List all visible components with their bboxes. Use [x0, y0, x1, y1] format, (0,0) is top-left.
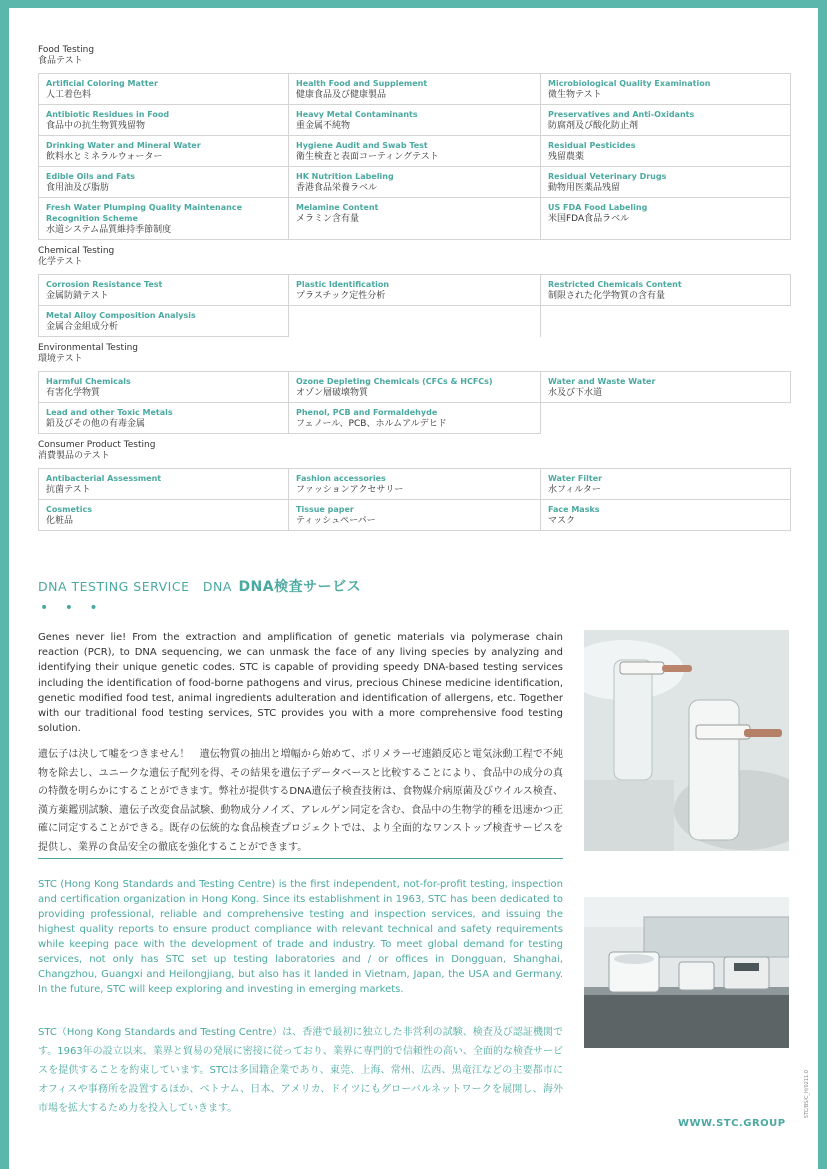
test-item-cell — [289, 74, 541, 105]
test-item-ja: 食品中の抗生物質残留物 — [46, 121, 146, 131]
test-item-ja: 金属防錆テスト — [46, 291, 109, 301]
test-item-en: Restricted Chemicals Content — [548, 280, 682, 289]
test-items-table — [38, 274, 791, 337]
test-item-ja: 動物用医薬品残留 — [548, 183, 621, 193]
test-item-en: Fashion accessories — [296, 474, 386, 483]
test-item-en: Melamine Content — [296, 203, 379, 212]
test-item-cell — [541, 105, 791, 136]
test-item-cell — [289, 372, 541, 403]
empty-cell — [541, 403, 791, 434]
test-item-cell — [39, 306, 289, 337]
test-item-ja: 抗菌テスト — [46, 485, 91, 495]
test-item-en: Face Masks — [548, 505, 600, 514]
table-row — [39, 167, 791, 198]
test-item-en: Antibacterial Assessment — [46, 474, 162, 483]
test-items-table — [38, 468, 791, 531]
test-item-en: Fresh Water Plumping Quality Maintenance Recognition Scheme — [46, 203, 243, 223]
dots-divider: • • • — [40, 600, 104, 616]
dna-section-heading — [38, 576, 361, 596]
table-row — [39, 198, 791, 240]
test-item-cell — [289, 469, 541, 500]
test-item-ja: プラスチック定性分析 — [296, 291, 386, 301]
section-title-en: Food Testing — [38, 45, 95, 55]
test-item-en: Corrosion Resistance Test — [46, 280, 163, 289]
test-item-en: Harmful Chemicals — [46, 377, 131, 386]
table-row — [39, 500, 791, 531]
test-item-cell — [39, 500, 289, 531]
lab-flasks-illustration — [584, 630, 789, 851]
test-item-en: HK Nutrition Labeling — [296, 172, 394, 181]
test-item-cell — [289, 105, 541, 136]
test-item-cell — [39, 167, 289, 198]
empty-cell — [289, 306, 541, 337]
test-item-ja: 人工着色料 — [46, 90, 92, 100]
section-title — [38, 246, 790, 268]
table-row — [39, 136, 791, 167]
test-item-cell — [541, 198, 791, 240]
test-item-cell — [541, 74, 791, 105]
test-item-cell — [289, 167, 541, 198]
test-item-ja: 水フィルター — [548, 485, 601, 495]
test-item-cell — [541, 167, 791, 198]
test-item-en: Water and Waste Water — [548, 377, 656, 386]
test-item-ja: 鉛及びその他の有毒金属 — [46, 419, 146, 429]
test-item-en: Residual Pesticides — [548, 141, 636, 150]
test-item-cell — [289, 136, 541, 167]
test-item-en: Heavy Metal Contaminants — [296, 110, 418, 119]
test-item-ja: オゾン層破壊物質 — [296, 388, 369, 398]
website-link[interactable]: WWW.STC.GROUP — [678, 1118, 786, 1129]
test-item-cell — [289, 403, 541, 434]
test-item-en: Residual Veterinary Drugs — [548, 172, 667, 181]
section-title-ja: 化学テスト — [38, 257, 83, 267]
test-item-ja: マスク — [548, 516, 576, 526]
test-item-cell — [289, 275, 541, 306]
table-row — [39, 469, 791, 500]
about-paragraph-ja: STC（Hong Kong Standards and Testing Centre）は、香港で最初に独立した非営利の試験、検査及び認証機関です。1963年の設立以来、業界と貿易の発展に密接に従っており、業界に専門的で信頼性の高い、全面的な検査サービスを提供することを約束しています。STCは多国籍企業であり、東莞、上海、常州、広西、黒竜江などの主要都市にオフィスや事務所を設置するほか、ベトナム、日本、アメリカ、ドイツにもグローバルネットワークを展開し、海外市場を拡大するため力を投入していきます。 — [38, 1027, 563, 1114]
section-title — [38, 45, 790, 67]
test-item-ja: 重金属不純物 — [296, 121, 351, 131]
test-item-ja: 制限された化学物質の含有量 — [548, 291, 666, 301]
test-item-cell — [39, 136, 289, 167]
test-item-en: Phenol, PCB and Formaldehyde — [296, 408, 438, 417]
test-item-cell — [541, 136, 791, 167]
test-item-ja: 健康食品及び健康製品 — [296, 90, 387, 100]
section-title-ja: 消費製品のテスト — [38, 451, 110, 461]
test-item-ja: 飲料水とミネラルウォーター — [46, 152, 163, 162]
test-item-ja: 有害化学物質 — [46, 388, 101, 398]
test-item-cell — [541, 469, 791, 500]
test-item-ja: 米国FDA食品ラベル — [548, 214, 630, 224]
table-row — [39, 403, 791, 434]
table-row — [39, 74, 791, 105]
test-item-cell — [541, 500, 791, 531]
test-item-cell — [39, 275, 289, 306]
test-items-table — [38, 371, 791, 434]
test-item-cell — [541, 275, 791, 306]
test-item-en: Microbiological Quality Examination — [548, 79, 711, 88]
section-title-ja: 環境テスト — [38, 354, 83, 364]
test-item-cell — [39, 403, 289, 434]
lab-flasks-photo — [584, 630, 789, 851]
section-title — [38, 343, 790, 365]
test-item-en: Plastic Identification — [296, 280, 390, 289]
page-frame-left — [0, 0, 9, 1169]
dna-heading-ja: DNA検査サービス — [238, 579, 362, 595]
page-frame-top — [0, 0, 827, 8]
test-item-cell — [39, 74, 289, 105]
dna-heading-en: DNA TESTING SERVICE — [38, 579, 190, 594]
lab-equipment-illustration — [584, 897, 789, 1048]
test-item-en: Preservatives and Anti-Oxidants — [548, 110, 695, 119]
test-item-en: Lead and other Toxic Metals — [46, 408, 173, 417]
test-item-ja: フェノール、PCB、ホルムアルデヒド — [296, 419, 447, 429]
table-row — [39, 306, 791, 337]
dna-paragraph-en: Genes never lie! From the extraction and amplification of genetic materials via polymerase chain reaction (PCR), to DNA sequencing, we can unmask the face of any living species by analyzing and identifying their unique genetic codes. STC is capable of providing speedy DNA-based testing services including the identification of food-borne pathogens and virus, precious Chinese medicine identification, genetic modified food test, animal ingredients adulteration and identification of allergens, etc. Together with our traditional food testing services, STC provides you with a more comprehensive food testing solution. — [38, 632, 563, 735]
test-item-ja: 香港食品栄養ラベル — [296, 183, 378, 193]
test-item-ja: ファッションアクセサリー — [296, 485, 404, 495]
test-item-ja: 金属合金組成分析 — [46, 322, 119, 332]
test-item-en: Ozone Depleting Chemicals (CFCs & HCFCs) — [296, 377, 493, 386]
test-item-cell — [39, 105, 289, 136]
test-item-en: Antibiotic Residues in Food — [46, 110, 170, 119]
test-item-en: US FDA Food Labeling — [548, 203, 648, 212]
test-item-ja: 水道システム品質維持季節制度 — [46, 225, 172, 235]
test-item-ja: メラミン含有量 — [296, 214, 360, 224]
test-item-cell — [39, 198, 289, 240]
test-item-en: Cosmetics — [46, 505, 92, 514]
empty-cell — [541, 306, 791, 337]
table-row — [39, 372, 791, 403]
test-item-ja: 水及び下水道 — [548, 388, 603, 398]
test-item-ja: 防腐剤及び酸化防止剤 — [548, 121, 639, 131]
section-title — [38, 440, 790, 462]
test-item-cell — [39, 469, 289, 500]
section-title-en: Consumer Product Testing — [38, 440, 156, 450]
test-item-cell — [289, 500, 541, 531]
test-item-cell — [541, 372, 791, 403]
about-paragraph-en: STC (Hong Kong Standards and Testing Centre) is the first independent, not-for-profit testing, inspection and certification organization in Hong Kong. Since its establishment in 1963, STC has been dedicated to providing professional, reliable and comprehensive testing and inspection services, and issuing the highest quality reports to ensure product compliance with relevant technical and safety requirements while keeping pace with the development of trade and industry. To meet global demand for testing services, not only has STC set up testing laboratories and / or offices in Dongguan, Shanghai, Changzhou, Guangxi and Heilongjiang, but also has it landed in Vietnam, Japan, the USA and Germany. In the future, STC will keep exploring and investing in emerging markets. — [38, 879, 563, 995]
test-item-ja: 衛生検査と表面コーティングテスト — [296, 152, 439, 162]
test-item-ja: 化粧品 — [46, 516, 74, 526]
test-item-ja: 食用油及び脂肪 — [46, 183, 110, 193]
section-title-en: Chemical Testing — [38, 246, 115, 256]
test-item-en: Tissue paper — [296, 505, 354, 514]
table-row — [39, 105, 791, 136]
test-item-en: Water Filter — [548, 474, 603, 483]
test-items-table — [38, 73, 791, 240]
test-item-en: Drinking Water and Mineral Water — [46, 141, 201, 150]
lab-equipment-photo — [584, 897, 789, 1048]
test-item-ja: 微生物テスト — [548, 90, 602, 100]
dna-paragraph-ja: 遺伝子は決して嘘をつきません！ 遺伝物質の抽出と増幅から始めて、ポリメラーゼ連鎖反応と電気泳動工程で不純物を除去し、ユニークな遺伝子配列を得、その結果を遺伝子データベースと比較することにより、食品中の成分の真の特徴を明らかにすることができます。弊社が提供するDNA遺伝子検査技術は、食物媒介病原菌及びウイルス検査、漢方薬鑑別試験、遺伝子改変食品試験、動物成分ノイズ、アレルゲン同定を含む、食品中の生物学的種を迅速かつ正確に同定することができる。既存の伝統的な食品検査プロジェクトでは、より全面的なワンストップ検査サービスを提供し、業界の食品安全の徹底を強化することができます。 — [38, 749, 563, 853]
test-item-en: Artificial Coloring Matter — [46, 79, 158, 88]
dna-heading-prefix: DNA — [202, 579, 232, 594]
testing-sections — [38, 45, 790, 537]
test-item-cell — [39, 372, 289, 403]
test-item-en: Metal Alloy Composition Analysis — [46, 311, 196, 320]
test-item-en: Health Food and Supplement — [296, 79, 428, 88]
test-item-ja: ティッシュペーパー — [296, 516, 376, 526]
page-frame-right — [818, 0, 827, 1169]
section-title-en: Environmental Testing — [38, 343, 138, 353]
test-item-ja: 残留農薬 — [548, 152, 585, 162]
section-divider — [38, 858, 563, 859]
test-item-en: Hygiene Audit and Swab Test — [296, 141, 428, 150]
test-item-en: Edible Oils and Fats — [46, 172, 136, 181]
section-title-ja: 食品テスト — [38, 56, 83, 66]
document-code: STC/BS/C_H/0211.0 — [804, 1070, 810, 1119]
table-row — [39, 275, 791, 306]
test-item-cell — [289, 198, 541, 240]
